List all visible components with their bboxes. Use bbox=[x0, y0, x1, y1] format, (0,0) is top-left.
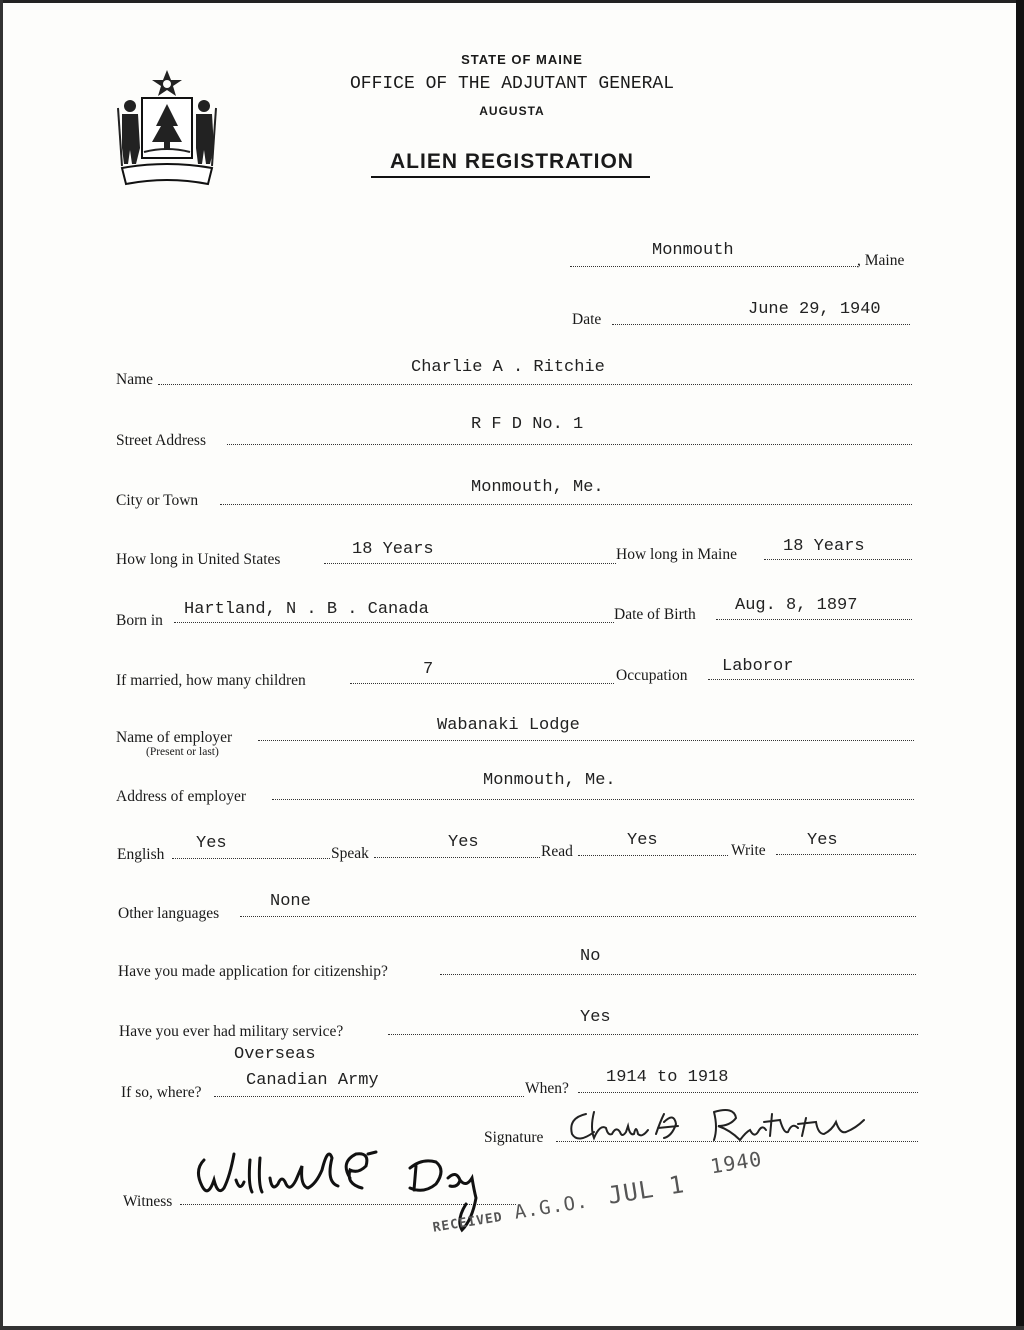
dob-label: Date of Birth bbox=[614, 606, 696, 623]
state-suffix: , Maine bbox=[857, 252, 905, 269]
write-label: Write bbox=[731, 842, 766, 859]
where-value-line1: Overseas bbox=[234, 1045, 316, 1064]
read-value: Yes bbox=[627, 831, 658, 850]
stamp-received: RECEIVED bbox=[431, 1209, 504, 1236]
signature-label: Signature bbox=[484, 1129, 544, 1146]
street-label: Street Address bbox=[116, 432, 206, 449]
citizenship-value: No bbox=[580, 947, 601, 966]
speak-label: Speak bbox=[331, 845, 369, 862]
children-line bbox=[350, 683, 614, 684]
date-label: Date bbox=[572, 311, 602, 328]
occupation-line bbox=[708, 679, 914, 680]
employer-address-label: Address of employer bbox=[116, 788, 246, 805]
employer-value: Wabanaki Lodge bbox=[437, 716, 580, 735]
form-title: ALIEN REGISTRATION bbox=[390, 150, 634, 173]
date-value: June 29, 1940 bbox=[748, 300, 881, 319]
stamp-date: JUL 1 bbox=[605, 1170, 687, 1210]
born-label: Born in bbox=[116, 612, 163, 629]
speak-line bbox=[374, 857, 540, 858]
children-value: 7 bbox=[423, 660, 434, 679]
page-border-top bbox=[0, 0, 1024, 3]
city-town-value: Monmouth, Me. bbox=[471, 478, 604, 497]
when-value: 1914 to 1918 bbox=[606, 1068, 729, 1087]
us-length-line bbox=[324, 563, 616, 564]
maine-length-label: How long in Maine bbox=[616, 546, 737, 563]
employer-label: Name of employer bbox=[116, 729, 233, 746]
born-value: Hartland, N . B . Canada bbox=[184, 600, 429, 619]
where-value-line2: Canadian Army bbox=[246, 1071, 379, 1090]
name-value: Charlie A . Ritchie bbox=[411, 358, 605, 377]
office-heading: OFFICE OF THE ADJUTANT GENERAL bbox=[349, 74, 675, 94]
military-value: Yes bbox=[580, 1008, 611, 1027]
military-line bbox=[388, 1034, 918, 1035]
stamp-office: A.G.O. bbox=[512, 1190, 591, 1224]
children-label: If married, how many children bbox=[116, 672, 306, 689]
town-line bbox=[570, 266, 858, 267]
city-heading: AUGUSTA bbox=[479, 104, 545, 118]
where-line bbox=[214, 1096, 524, 1097]
when-label: When? bbox=[525, 1080, 569, 1097]
us-length-value: 18 Years bbox=[352, 540, 434, 559]
street-value: R F D No. 1 bbox=[471, 415, 584, 434]
speak-value: Yes bbox=[448, 833, 479, 852]
military-label: Have you ever had military service? bbox=[119, 1023, 344, 1040]
other-languages-label: Other languages bbox=[118, 905, 220, 922]
english-label: English bbox=[117, 846, 165, 863]
other-languages-line bbox=[240, 916, 916, 917]
name-line bbox=[158, 384, 912, 385]
read-line bbox=[578, 855, 728, 856]
town-value: Monmouth bbox=[652, 241, 734, 260]
state-heading: STATE OF MAINE bbox=[461, 52, 583, 67]
city-town-line bbox=[220, 504, 912, 505]
us-length-label: How long in United States bbox=[116, 551, 281, 568]
citizenship-line bbox=[440, 974, 916, 975]
employer-line bbox=[258, 740, 914, 741]
where-label: If so, where? bbox=[121, 1084, 202, 1101]
page-border-bottom bbox=[0, 1326, 1024, 1330]
street-line bbox=[227, 444, 912, 445]
witness-label: Witness bbox=[123, 1193, 173, 1210]
employer-sublabel: (Present or last) bbox=[146, 746, 219, 758]
dob-line bbox=[716, 619, 912, 620]
page-border-left bbox=[0, 0, 3, 1330]
stamp-year: 1940 bbox=[708, 1146, 764, 1179]
maine-length-value: 18 Years bbox=[783, 537, 865, 556]
write-value: Yes bbox=[807, 831, 838, 850]
employer-address-value: Monmouth, Me. bbox=[483, 771, 616, 790]
city-town-label: City or Town bbox=[116, 492, 199, 509]
other-languages-value: None bbox=[270, 892, 311, 911]
applicant-signature bbox=[564, 1104, 884, 1150]
born-line bbox=[174, 622, 614, 623]
occupation-value: Laboror bbox=[722, 657, 794, 676]
employer-address-line bbox=[272, 799, 914, 800]
when-line bbox=[578, 1092, 918, 1093]
read-label: Read bbox=[541, 843, 573, 860]
name-label: Name bbox=[116, 371, 154, 388]
maine-length-line bbox=[764, 559, 912, 560]
write-line bbox=[776, 854, 916, 855]
title-underline bbox=[371, 176, 650, 178]
english-value: Yes bbox=[196, 834, 227, 853]
english-line bbox=[172, 858, 330, 859]
citizenship-label: Have you made application for citizenship? bbox=[118, 963, 388, 980]
page-border-right bbox=[1016, 0, 1024, 1330]
date-line bbox=[612, 324, 910, 325]
occupation-label: Occupation bbox=[616, 667, 688, 684]
dob-value: Aug. 8, 1897 bbox=[735, 596, 858, 615]
